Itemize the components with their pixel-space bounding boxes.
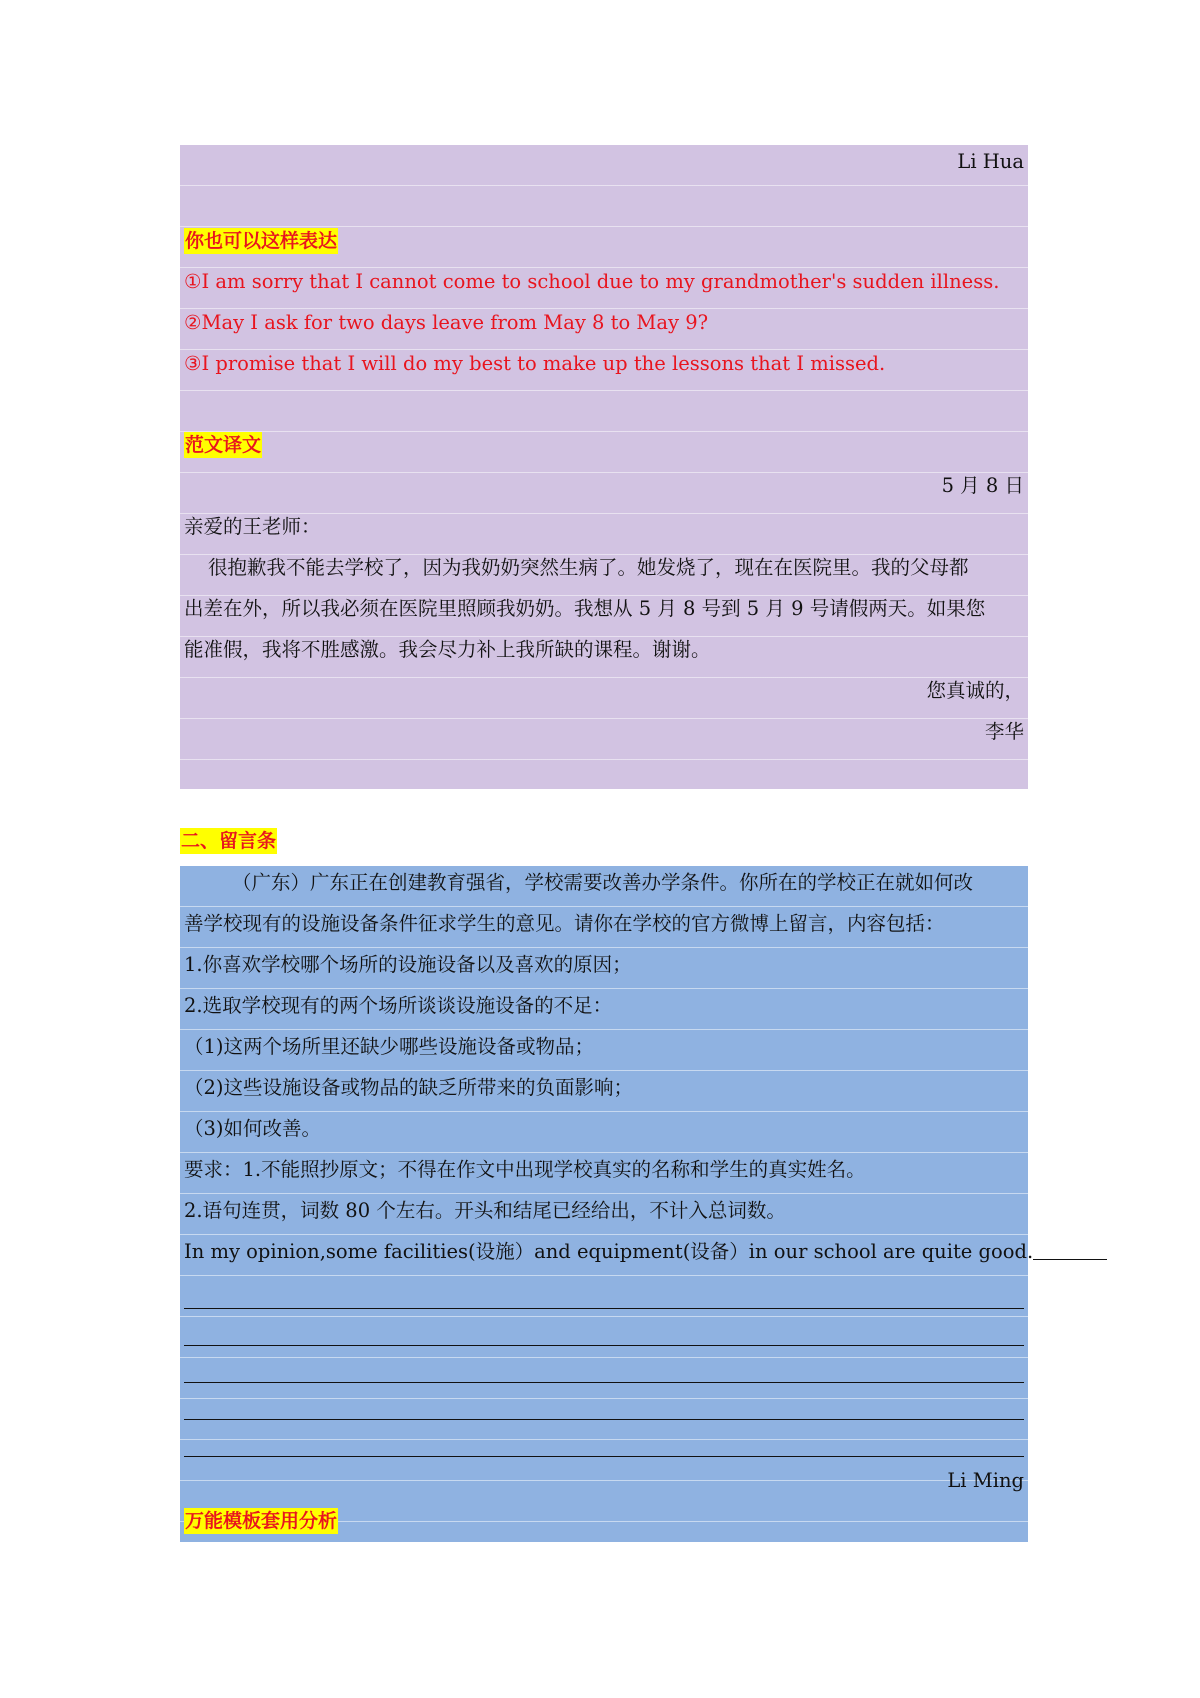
prompt-line-9: 2.语句连贯，词数 80 个左右。开头和结尾已经给出，不计入总词数。	[184, 1199, 786, 1222]
translation-heading-text: 范文译文	[185, 434, 262, 456]
translation-closing: 您真诚的，	[926, 679, 1024, 702]
alt-expression-1: ①I am sorry that I cannot come to school due to my grandmother's sudden illness.	[184, 270, 1000, 293]
writing-task-block	[180, 866, 1034, 1542]
section-2-title	[180, 824, 277, 858]
translation-date: 5 月 8 日	[941, 474, 1024, 497]
alt-expressions-heading	[184, 224, 1024, 258]
translation-body-line-1: 很抱歉我不能去学校了，因为我奶奶突然生病了。她发烧了，现在在医院里。我的父母都	[208, 556, 969, 579]
prompt-line-5: （1)这两个场所里还缺少哪些设施设备或物品；	[184, 1035, 595, 1058]
translation-body-line-2: 出差在外，所以我必须在医院里照顾我奶奶。我想从 5 月 8 号到 5 月 9 号请假两天。如果您	[184, 597, 986, 620]
translation-signature: 李华	[984, 720, 1024, 743]
translation-body-line-3: 能准假，我将不胜感激。我会尽力补上我所缺的课程。谢谢。	[184, 638, 711, 661]
prompt-line-2: 善学校现有的设施设备条件征求学生的意见。请你在学校的官方微博上留言，内容包括：	[184, 912, 945, 935]
translation-heading	[184, 428, 1024, 462]
opening-sentence: In my opinion,some facilities(设施）and equipment(设备）in our school are quite good.	[184, 1240, 1034, 1263]
answer-blank-line-2[interactable]	[184, 1345, 1024, 1346]
prompt-line-8: 要求：1.不能照抄原文；不得在作文中出现学校真实的名称和学生的真实姓名。	[184, 1158, 866, 1181]
answer-blank-inline[interactable]	[1033, 1241, 1107, 1260]
template-analysis-heading-text: 万能模板套用分析	[185, 1510, 338, 1532]
answer-blank-line-5[interactable]	[184, 1456, 1024, 1457]
alt-expression-3: ③I promise that I will do my best to make up the lessons that I missed.	[184, 352, 886, 375]
prompt-line-6: （2)这些设施设备或物品的缺乏所带来的负面影响；	[184, 1076, 634, 1099]
template-analysis-heading	[184, 1504, 1024, 1538]
translation-salutation: 亲爱的王老师：	[184, 515, 321, 538]
sample-answer-block	[180, 145, 1028, 789]
prompt-line-4: 2.选取学校现有的两个场所谈谈设施设备的不足：	[184, 994, 613, 1017]
answer-blank-line-4[interactable]	[184, 1419, 1024, 1420]
prompt-line-1: （广东）广东正在创建教育强省，学校需要改善办学条件。你所在的学校正在就如何改	[232, 871, 974, 894]
answer-blank-line-3[interactable]	[184, 1382, 1024, 1383]
prompt-line-7: （3)如何改善。	[184, 1117, 322, 1140]
alt-expression-2: ②May I ask for two days leave from May 8 to May 9?	[184, 311, 709, 334]
answer-blank-line-1[interactable]	[184, 1308, 1024, 1309]
alt-expressions-heading-text: 你也可以这样表达	[185, 230, 338, 252]
letter-signature: Li Hua	[957, 150, 1024, 173]
opening-sentence-line	[184, 1235, 1034, 1269]
prompt-line-3: 1.你喜欢学校哪个场所的设施设备以及喜欢的原因；	[184, 953, 632, 976]
task-signature: Li Ming	[947, 1469, 1024, 1492]
section-2-title-text: 二、留言条	[181, 830, 277, 852]
